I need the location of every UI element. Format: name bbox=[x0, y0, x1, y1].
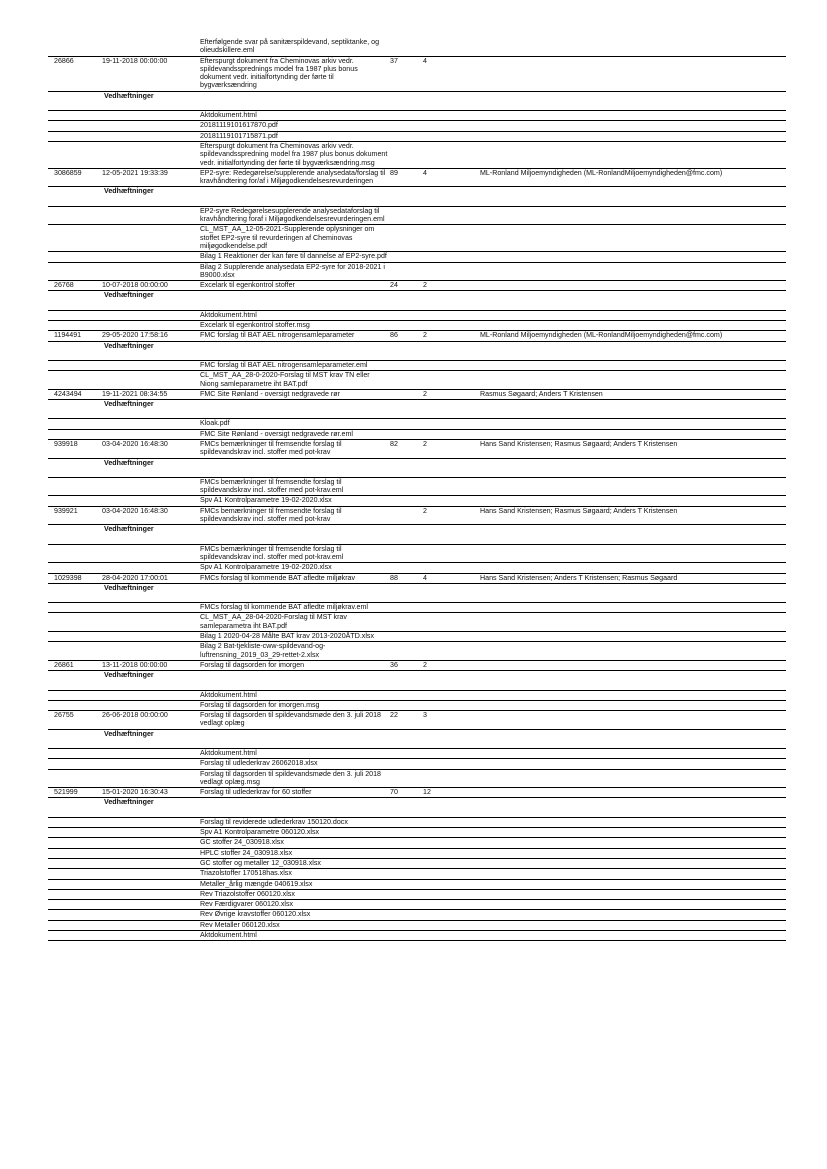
document-page bbox=[48, 38, 786, 941]
record-pages: 82 bbox=[390, 439, 398, 448]
attachment-row bbox=[48, 262, 786, 281]
record-title: Forslag til dagsorden for imorgen bbox=[200, 660, 305, 669]
attachments-spacer bbox=[48, 739, 786, 748]
attachment-row bbox=[48, 120, 786, 130]
attachment-row bbox=[48, 690, 786, 700]
record-id: 521999 bbox=[54, 788, 78, 797]
record-pages bbox=[390, 507, 423, 525]
attachments-label: Vedhæftninger bbox=[104, 341, 154, 350]
attachments-label-row bbox=[48, 458, 786, 468]
record-id: 1029398 bbox=[54, 573, 82, 582]
attachment-row bbox=[48, 110, 786, 120]
continuation-row bbox=[48, 38, 786, 56]
attachment-indent bbox=[48, 859, 200, 868]
attachment-filename: GC stoffer 24_030918.xlsx bbox=[200, 838, 284, 847]
attachment-row bbox=[48, 477, 786, 496]
record-pages: 86 bbox=[390, 331, 398, 340]
attachment-filename: Bilag 2 Supplerende analysedata EP2-syre for 2018-2021 i B9000.xlsx bbox=[200, 262, 385, 279]
attachment-filename: Rev Øvrige kravstoffer 060120.xlsx bbox=[200, 910, 311, 919]
attachment-indent bbox=[48, 701, 200, 710]
record-recipients: Rasmus Søgaard; Anders T Kristensen bbox=[480, 389, 603, 398]
attachment-indent bbox=[48, 371, 200, 389]
record-id: 26755 bbox=[54, 711, 74, 720]
record-id: 26861 bbox=[54, 660, 74, 669]
attachment-indent bbox=[48, 111, 200, 120]
attachments-label-row bbox=[48, 290, 786, 300]
record-pages: 89 bbox=[390, 168, 398, 177]
attachments-spacer bbox=[48, 101, 786, 110]
attachment-filename: Metaller_årlig mængde 040619.xlsx bbox=[200, 879, 313, 888]
attachment-filename: 20181119101715871.pdf bbox=[200, 131, 278, 140]
attachments-label-row bbox=[48, 91, 786, 101]
record-recipients bbox=[480, 661, 786, 670]
attachment-filename: FMC forslag til BAT AEL nitrogensamleparameter.eml bbox=[200, 360, 368, 369]
record-attachment-count: 12 bbox=[423, 788, 431, 797]
attachment-indent bbox=[48, 849, 200, 858]
attachment-indent bbox=[48, 828, 200, 837]
attachment-filename: Spv A1 Kontrolparametre 060120.xlsx bbox=[200, 828, 320, 837]
attachment-indent bbox=[48, 121, 200, 130]
record-id: 26866 bbox=[54, 56, 74, 65]
attachments-spacer bbox=[48, 468, 786, 477]
attachments-label: Vedhæftninger bbox=[104, 583, 154, 592]
record-id: 939918 bbox=[54, 439, 78, 448]
attachment-indent bbox=[48, 632, 200, 641]
record-row bbox=[48, 573, 786, 583]
record-attachment-count: 4 bbox=[423, 168, 427, 177]
attachment-indent bbox=[48, 869, 200, 878]
record-recipients: Hans Sand Kristensen; Anders T Kristensen; Rasmus Søgaard bbox=[480, 573, 678, 582]
attachment-filename: Bilag 1 2020-04-28 Målte BAT krav 2013-2020ÅTD.xlsx bbox=[200, 632, 375, 641]
attachments-label-row bbox=[48, 583, 786, 593]
record-attachment-count: 4 bbox=[423, 573, 427, 582]
record-title: Excelark til egenkontrol stoffer bbox=[200, 281, 295, 290]
attachment-filename: Forslag til dagsorden for imorgen.msg bbox=[200, 700, 320, 709]
attachment-filename: EP2-syre Redegørelsesupplerende analysedataforslag til kravhåndtering foraf i Miljøgodkendelsesrevurderingen.eml bbox=[200, 206, 385, 224]
attachment-row bbox=[48, 360, 786, 370]
attachment-filename: GC stoffer og metaller 12_030918.xlsx bbox=[200, 858, 321, 867]
attachment-filename: Forslag til dagsorden til spildevandsmøde den 3. juli 2018 vedlagt oplæg.msg bbox=[200, 769, 381, 786]
attachments-label-row bbox=[48, 729, 786, 739]
record-recipients: Hans Sand Kristensen; Rasmus Søgaard; Anders T Kristensen bbox=[480, 439, 678, 448]
attachment-filename: Rev Færdigvarer 060120.xlsx bbox=[200, 900, 294, 909]
record-date: 10-07-2018 00:00:00 bbox=[102, 281, 168, 290]
record-recipients: ML-Ronland Miljoemyndigheden (ML-RonlandMiljoemyndigheden@fmc.com) bbox=[480, 331, 723, 340]
record-attachment-count: 2 bbox=[423, 506, 427, 515]
attachment-indent bbox=[48, 38, 200, 56]
record-row bbox=[48, 506, 786, 525]
attachment-indent bbox=[48, 900, 200, 909]
attachment-row bbox=[48, 429, 786, 439]
attachments-label: Vedhæftninger bbox=[104, 525, 154, 534]
attachment-row bbox=[48, 418, 786, 428]
attachment-indent bbox=[48, 311, 200, 320]
attachment-indent bbox=[48, 749, 200, 758]
record-recipients bbox=[480, 281, 786, 290]
attachment-filename: FMCs bemærkninger til fremsendte forslag til spildevandskrav incl. stoffer med pot-krav.eml bbox=[200, 477, 344, 495]
attachment-filename: Spv A1 Kontrolparametre 19-02-2020.xlsx bbox=[200, 496, 332, 505]
attachment-row bbox=[48, 837, 786, 847]
attachment-indent bbox=[48, 142, 200, 168]
attachment-indent bbox=[48, 545, 200, 563]
attachment-row bbox=[48, 858, 786, 868]
attachment-row bbox=[48, 131, 786, 141]
record-id: 939921 bbox=[54, 506, 78, 515]
record-attachment-count: 2 bbox=[423, 389, 427, 398]
attachment-row bbox=[48, 320, 786, 330]
attachment-row bbox=[48, 879, 786, 889]
attachment-row bbox=[48, 224, 786, 251]
attachments-label: Vedhæftninger bbox=[104, 798, 154, 807]
attachment-row bbox=[48, 899, 786, 909]
attachment-indent bbox=[48, 207, 200, 225]
attachment-row bbox=[48, 827, 786, 837]
attachment-filename: FMC Site Rønland - oversigt nedgravede rør.eml bbox=[200, 429, 353, 438]
record-date: 13-11-2018 00:00:00 bbox=[102, 660, 168, 669]
attachment-indent bbox=[48, 132, 200, 141]
attachment-filename: Forslag til reviderede udlederkrav 150120.docx bbox=[200, 817, 348, 826]
record-title: Forslag til udlederkrav for 60 stoffer bbox=[200, 788, 312, 797]
attachment-filename: Aktdokument.html bbox=[200, 690, 257, 699]
record-recipients bbox=[480, 788, 786, 797]
attachment-filename: Bilag 2 Bat-tjekliste-cww-spildevand-og-luftrensning_2019_03_29-rettet-2.xlsx bbox=[200, 642, 326, 659]
attachment-filename: Bilag 1 Reaktioner der kan føre til dannelse af EP2-syre.pdf bbox=[200, 252, 387, 261]
attachment-indent bbox=[48, 910, 200, 919]
attachment-filename: Aktdokument.html bbox=[200, 749, 257, 757]
attachment-indent bbox=[48, 691, 200, 700]
attachment-indent bbox=[48, 321, 200, 330]
record-date: 03-04-2020 16:48:30 bbox=[102, 439, 168, 448]
attachments-label-row bbox=[48, 797, 786, 807]
attachment-row bbox=[48, 700, 786, 710]
record-pages: 88 bbox=[390, 573, 398, 582]
record-recipients: Hans Sand Kristensen; Rasmus Søgaard; Anders T Kristensen bbox=[480, 506, 678, 515]
attachments-label: Vedhæftninger bbox=[104, 729, 154, 738]
attachment-indent bbox=[48, 252, 200, 261]
attachment-indent bbox=[48, 931, 200, 940]
attachments-spacer bbox=[48, 593, 786, 602]
attachments-label: Vedhæftninger bbox=[104, 91, 154, 100]
attachment-filename: Forslag til udlederkrav 26062018.xlsx bbox=[200, 759, 318, 768]
attachment-row bbox=[48, 370, 786, 389]
attachment-row bbox=[48, 930, 786, 940]
record-recipients bbox=[480, 57, 786, 91]
record-date: 28-04-2020 17:00:01 bbox=[102, 573, 168, 582]
record-title: FMCs bemærkninger til fremsendte forslag til spildevandskrav incl. stoffer med pot-krav bbox=[200, 506, 342, 524]
record-pages: 70 bbox=[390, 788, 398, 797]
attachment-indent bbox=[48, 603, 200, 612]
record-title: Forslag til dagsorden til spildevandsmøde den 3. juli 2018 vedlagt oplæg bbox=[200, 711, 381, 728]
attachment-filename: 20181119101617870.pdf bbox=[200, 121, 278, 130]
attachment-row bbox=[48, 495, 786, 505]
attachment-row bbox=[48, 769, 786, 788]
attachments-spacer bbox=[48, 409, 786, 418]
attachment-row bbox=[48, 817, 786, 827]
attachment-filename: HPLC stoffer 24_030918.xlsx bbox=[200, 848, 293, 857]
record-pages bbox=[390, 390, 423, 399]
record-attachment-count: 2 bbox=[423, 331, 427, 340]
record-date: 15-01-2020 16:30:43 bbox=[102, 788, 168, 797]
record-title: Efterspurgt dokument fra Cheminovas arkiv vedr. spildevandssprednings model fra 1987 plus bonus dokument vedr. initialfortynding der førte til bygværksændring bbox=[200, 56, 358, 90]
record-title: EP2-syre: Redegørelse/supplerende analysedata/forslag til kravhåndtering for/af i Miljøgodkendelsesrevurderingen bbox=[200, 168, 386, 186]
record-row bbox=[48, 787, 786, 797]
record-pages: 22 bbox=[390, 711, 398, 720]
attachment-indent bbox=[48, 890, 200, 899]
attachment-row bbox=[48, 631, 786, 641]
attachments-spacer bbox=[48, 681, 786, 690]
attachment-filename: Kloak.pdf bbox=[200, 419, 230, 428]
record-id: 26768 bbox=[54, 281, 74, 290]
record-date: 19-11-2018 00:00:00 bbox=[102, 56, 168, 65]
attachment-filename: Rev Triazolstoffer 060120.xlsx bbox=[200, 889, 295, 898]
attachments-spacer bbox=[48, 351, 786, 360]
attachments-label: Vedhæftninger bbox=[104, 671, 154, 680]
record-recipients bbox=[480, 711, 786, 729]
attachments-label: Vedhæftninger bbox=[104, 458, 154, 467]
attachment-indent bbox=[48, 759, 200, 768]
attachment-row bbox=[48, 310, 786, 320]
attachment-row bbox=[48, 889, 786, 899]
attachment-filename: Excelark til egenkontrol stoffer.msg bbox=[200, 321, 310, 330]
record-attachment-count: 2 bbox=[423, 660, 427, 669]
record-date: 26-06-2018 00:00:00 bbox=[102, 711, 168, 720]
attachments-label-row bbox=[48, 399, 786, 409]
attachments-label-row bbox=[48, 341, 786, 351]
record-title: FMC Site Rønland - oversigt nedgravede rør bbox=[200, 389, 340, 398]
attachment-indent bbox=[48, 921, 200, 930]
attachment-indent bbox=[48, 430, 200, 439]
attachment-filename: CL_MST_AA_28-0-2020-Forslag til MST krav TN eller Niong samleparametre iht BAT.pdf bbox=[200, 371, 370, 388]
attachment-filename: Rev Metaller 060120.xlsx bbox=[200, 920, 280, 929]
table-bottom-rule bbox=[48, 940, 786, 941]
attachment-indent bbox=[48, 478, 200, 496]
record-id: 3086859 bbox=[54, 168, 82, 177]
record-pages: 37 bbox=[390, 56, 398, 65]
record-pages: 36 bbox=[390, 660, 398, 669]
attachments-spacer bbox=[48, 197, 786, 206]
attachment-filename: FMCs forslag til kommende BAT afledte miljøkrav.eml bbox=[200, 603, 368, 612]
attachment-indent bbox=[48, 361, 200, 370]
attachment-row bbox=[48, 909, 786, 919]
record-date: 19-11-2021 08:34:55 bbox=[102, 389, 168, 398]
record-title: FMCs bemærkninger til fremsendte forslag til spildevandskrav incl. stoffer med pot-krav bbox=[200, 439, 342, 457]
record-date: 29-05-2020 17:58:16 bbox=[102, 331, 168, 340]
attachment-indent bbox=[48, 770, 200, 788]
record-id: 1194491 bbox=[54, 331, 82, 340]
attachment-indent bbox=[48, 496, 200, 505]
attachment-filename: Efterspurgt dokument fra Cheminovas arkiv vedr. spildevandsspredning model fra 1987 plus bonus dokument vedr. initialfortynding der førte til bygværksændring.msg bbox=[200, 141, 388, 167]
attachment-row bbox=[48, 206, 786, 225]
attachment-row bbox=[48, 748, 786, 758]
record-attachment-count: 2 bbox=[423, 439, 427, 448]
attachment-filename: Efterfølgende svar på sanitærspildevand, septiktanke, og olieudskillere.eml bbox=[200, 38, 380, 55]
attachment-indent bbox=[48, 818, 200, 827]
attachments-label-row bbox=[48, 186, 786, 196]
record-attachment-count: 4 bbox=[423, 56, 427, 65]
attachment-row bbox=[48, 544, 786, 563]
attachment-row bbox=[48, 141, 786, 168]
attachments-label: Vedhæftninger bbox=[104, 187, 154, 196]
attachment-filename: CL_MST_AA_12-05-2021-Supplerende oplysninger om stoffet EP2-syre til revurderingen af Cheminovas miljøgodkendelse.pdf bbox=[200, 225, 375, 250]
record-recipients: ML-Ronland Miljoemyndigheden (ML-RonlandMiljoemyndigheden@fmc.com) bbox=[480, 168, 723, 177]
attachment-filename: Aktdokument.html bbox=[200, 931, 257, 940]
attachment-indent bbox=[48, 838, 200, 847]
attachment-indent bbox=[48, 642, 200, 660]
record-row bbox=[48, 330, 786, 340]
attachment-row bbox=[48, 868, 786, 878]
attachments-label-row bbox=[48, 670, 786, 680]
record-row bbox=[48, 56, 786, 91]
record-row bbox=[48, 660, 786, 670]
attachment-filename: Aktdokument.html bbox=[200, 111, 257, 120]
attachment-indent bbox=[48, 563, 200, 572]
attachment-filename: Aktdokument.html bbox=[200, 310, 257, 319]
attachment-row bbox=[48, 251, 786, 261]
attachment-row bbox=[48, 641, 786, 660]
attachment-indent bbox=[48, 263, 200, 281]
attachment-row bbox=[48, 612, 786, 631]
record-row bbox=[48, 710, 786, 729]
attachments-label: Vedhæftninger bbox=[104, 291, 154, 300]
record-row bbox=[48, 389, 786, 399]
record-attachment-count: 2 bbox=[423, 281, 427, 290]
record-row bbox=[48, 168, 786, 187]
record-pages: 24 bbox=[390, 281, 398, 290]
attachments-spacer bbox=[48, 301, 786, 310]
attachment-indent bbox=[48, 225, 200, 251]
record-title: FMCs forslag til kommende BAT afledte miljøkrav bbox=[200, 573, 356, 582]
attachment-filename: CL_MST_AA_28-04-2020-Forslag til MST krav samleparametra iht BAT.pdf bbox=[200, 613, 347, 630]
attachments-spacer bbox=[48, 535, 786, 544]
attachment-row bbox=[48, 562, 786, 572]
record-attachment-count: 3 bbox=[423, 711, 427, 720]
attachment-indent bbox=[48, 880, 200, 889]
record-title: FMC forslag til BAT AEL nitrogensamleparameter bbox=[200, 331, 355, 340]
attachment-filename: Triazolstoffer 170518has.xlsx bbox=[200, 869, 292, 878]
attachment-row bbox=[48, 848, 786, 858]
attachment-indent bbox=[48, 419, 200, 428]
attachment-row bbox=[48, 920, 786, 930]
record-row bbox=[48, 439, 786, 458]
record-date: 12-05-2021 19:33:39 bbox=[102, 168, 168, 177]
record-row bbox=[48, 280, 786, 290]
attachment-indent bbox=[48, 613, 200, 631]
attachment-filename: FMCs bemærkninger til fremsendte forslag til spildevandskrav incl. stoffer med pot-krav.eml bbox=[200, 544, 344, 561]
record-date: 03-04-2020 16:48:30 bbox=[102, 506, 168, 515]
attachment-row bbox=[48, 602, 786, 612]
record-id: 4243494 bbox=[54, 389, 82, 398]
attachments-label-row bbox=[48, 524, 786, 534]
attachments-label: Vedhæftninger bbox=[104, 400, 154, 409]
attachment-row bbox=[48, 758, 786, 768]
attachments-spacer bbox=[48, 808, 786, 817]
attachment-filename: Spv A1 Kontrolparametre 19-02-2020.xlsx bbox=[200, 563, 332, 572]
